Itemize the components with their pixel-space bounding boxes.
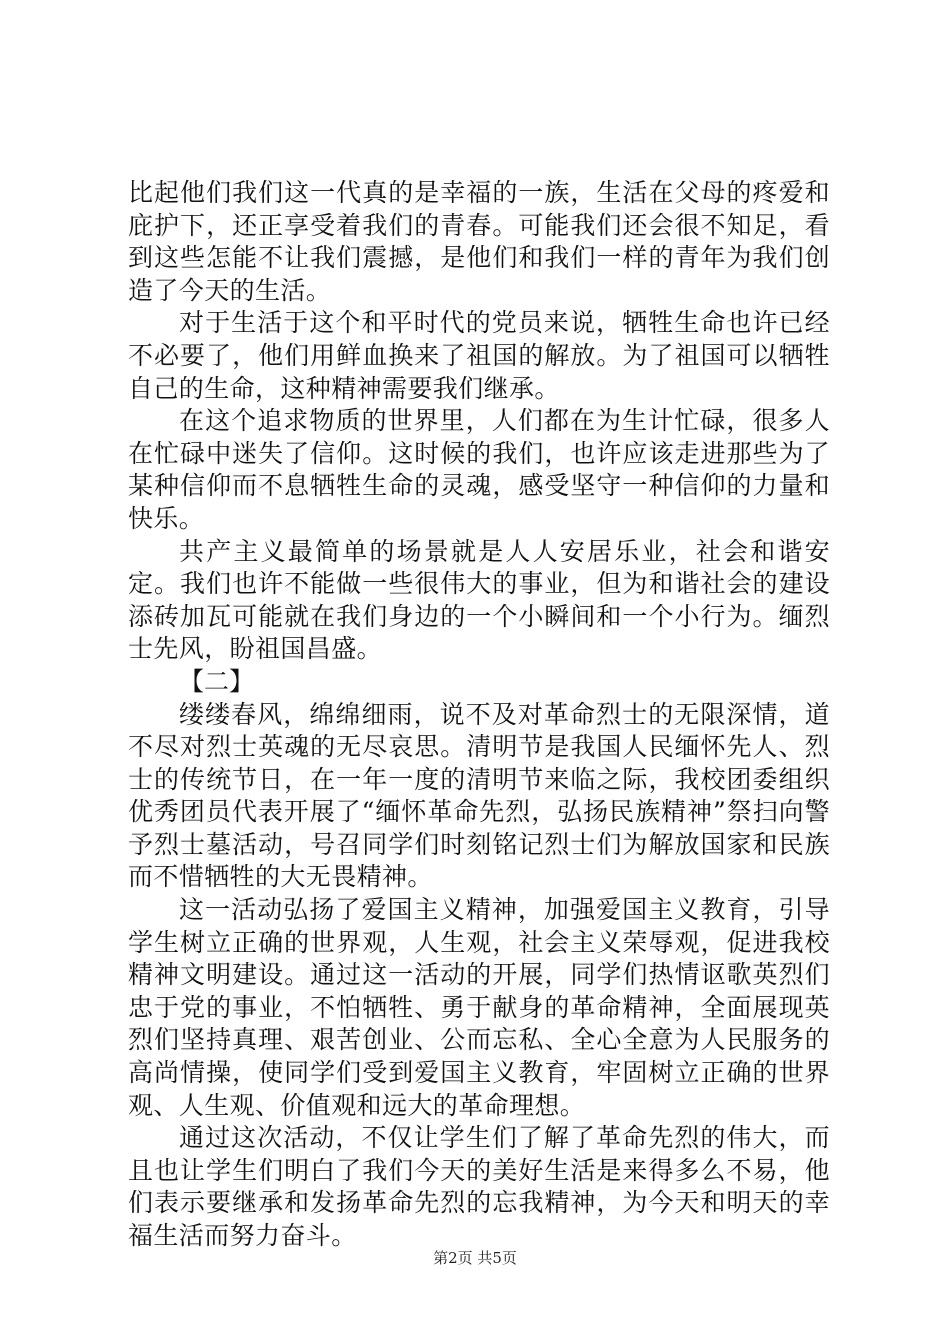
paragraph-1: 比起他们我们这一代真的是幸福的一族，生活在父母的疼爱和庇护下，还正享受着我们的青春。可能我们还会很不知足，看到这些怎能不让我们震撼，是他们和我们一样的青年为我们创造了今天的生活。 bbox=[128, 178, 830, 305]
paragraph-3: 在这个追求物质的世界里，人们都在为生计忙碌，很多人在忙碌中迷失了信仰。这时候的我们，也许应该走进那些为了某种信仰而不息牺牲生命的灵魂，感受坚守一种信仰的力量和快乐。 bbox=[128, 406, 830, 533]
paragraph-6: 这一活动弘扬了爱国主义精神，加强爱国主义教育，引导学生树立正确的世界观，人生观，社会主义荣辱观，促进我校精神文明建设。通过这一活动的开展，同学们热情讴歌英烈们忠于党的事业，不怕牺牲、勇于献身的革命精神，全面展现英烈们坚持真理、艰苦创业、公而忘私、全心全意为人民服务的高尚情操，使同学们受到爱国主义教育，牢固树立正确的世界观、人生观、价值观和远大的革命理想。 bbox=[128, 895, 830, 1120]
document-body bbox=[128, 177, 830, 1253]
paragraph-2: 对于生活于这个和平时代的党员来说，牺牲生命也许已经不必要了，他们用鲜血换来了祖国的解放。为了祖国可以牺牲自己的生命，这种精神需要我们继承。 bbox=[128, 308, 830, 403]
section-heading: 【二】 bbox=[179, 666, 255, 696]
page-footer: 第2页 共5页 bbox=[433, 1249, 517, 1267]
paragraph-5: 缕缕春风，绵绵细雨，说不及对革命烈士的无限深情，道不尽对烈士英魂的无尽哀思。清明节是我国人民缅怀先人、烈士的传统节日，在一年一度的清明节来临之际，我校团委组织优秀团员代表开展了“缅怀革命先烈，弘扬民族精神”祭扫向警予烈士墓活动，号召同学们时刻铭记烈士们为解放国家和民族而不惜牺牲的大无畏精神。 bbox=[128, 699, 830, 892]
paragraph-7: 通过这次活动，不仅让学生们了解了革命先烈的伟大，而且也让学生们明白了我们今天的美好生活是来得多么不易，他们表示要继承和发扬革命先烈的忘我精神，为今天和明天的幸福生活而努力奋斗。 bbox=[128, 1123, 830, 1250]
paragraph-4: 共产主义最简单的场景就是人人安居乐业，社会和谐安定。我们也许不能做一些很伟大的事业，但为和谐社会的建设添砖加瓦可能就在我们身边的一个小瞬间和一个小行为。缅烈士先风，盼祖国昌盛。 bbox=[128, 536, 830, 664]
